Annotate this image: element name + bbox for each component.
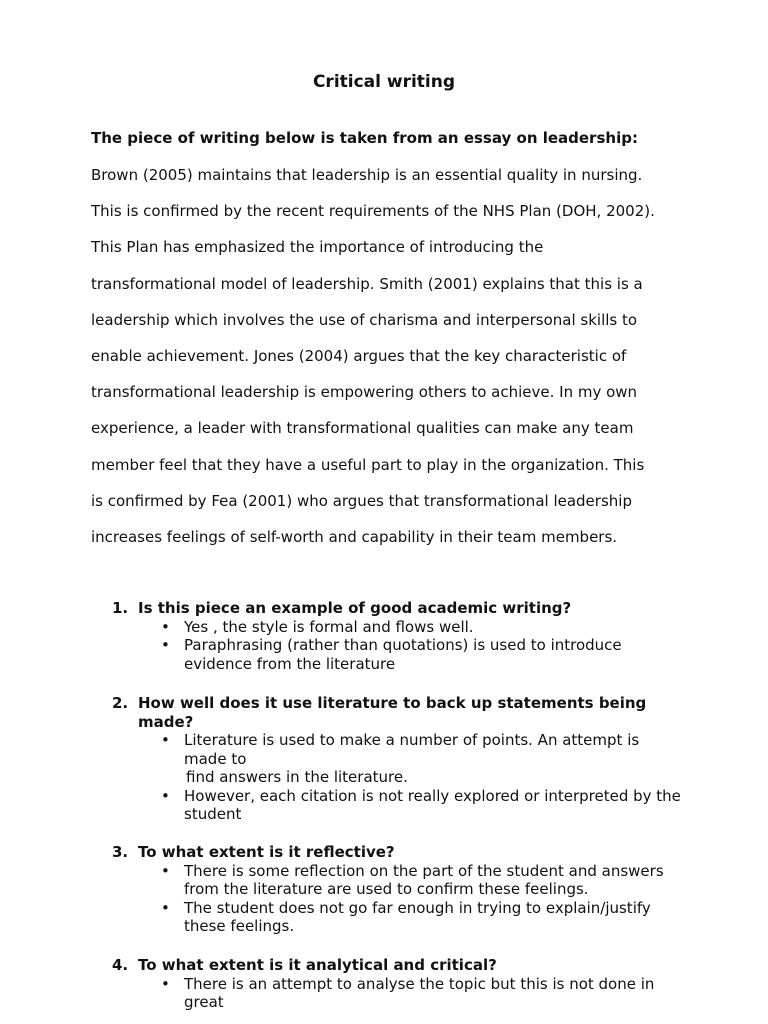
- question-text: Is this piece an example of good academic writing?: [138, 599, 572, 617]
- question-title: [112, 599, 682, 618]
- question-number: 1.: [112, 599, 129, 617]
- question-4: [112, 956, 682, 1012]
- question-number: 3.: [112, 843, 129, 861]
- bullet-icon: •: [161, 861, 170, 880]
- question-number: 2.: [112, 694, 129, 712]
- answer-item: • The student does not go far enough in trying to explain/justify these feelings.: [161, 898, 651, 935]
- essay-line: transformational model of leadership. Smith (2001) explains that this is a: [91, 274, 643, 293]
- question-text: To what extent is it analytical and critical?: [138, 956, 497, 974]
- essay-line: This Plan has emphasized the importance of introducing the: [91, 238, 544, 257]
- essay-line: leadership which involves the use of charisma and interpersonal skills to: [91, 310, 638, 329]
- bullet-icon: •: [161, 974, 170, 993]
- answer-list: [112, 975, 682, 1012]
- bullet-icon: •: [161, 731, 170, 749]
- answer-item: • Literature is used to make a number of points. An attempt is made to: [161, 731, 640, 768]
- answer-list: [112, 618, 682, 674]
- question-text: To what extent is it reflective?: [138, 843, 395, 861]
- answer-continuation: find answers in the literature.: [186, 768, 408, 786]
- essay-line: transformational leadership is empowering others to achieve. In my own: [91, 383, 638, 402]
- question-1: [112, 599, 682, 673]
- question-3: [112, 843, 682, 936]
- answer-item: • Paraphrasing (rather than quotations) is used to introduce evidence from the literature: [161, 636, 622, 673]
- question-title: [112, 694, 682, 731]
- essay-line: Brown (2005) maintains that leadership is an essential quality in nursing.: [91, 166, 643, 184]
- answer-list: [112, 731, 682, 824]
- bullet-icon: •: [161, 636, 170, 654]
- bullet-icon: •: [161, 617, 170, 636]
- answer-item: • There is an attempt to analyse the topic but this is not done in great: [161, 974, 655, 1011]
- essay-line: increases feelings of self-worth and capability in their team members.: [91, 527, 618, 546]
- essay-line: experience, a leader with transformational qualities can make any team: [91, 419, 634, 438]
- document-title: Critical writing: [312, 72, 456, 92]
- answer-list: [112, 862, 682, 936]
- intro-heading: The piece of writing below is taken from an essay on leadership:: [91, 129, 638, 147]
- essay-excerpt: [91, 157, 691, 555]
- bullet-icon: •: [161, 786, 170, 805]
- essay-line: This is confirmed by the recent requirements of the NHS Plan (DOH, 2002).: [91, 202, 655, 221]
- question-title: [112, 956, 682, 975]
- essay-line: member feel that they have a useful part to play in the organization. This: [91, 455, 645, 474]
- question-text: How well does it use literature to back up statements being made?: [138, 694, 647, 731]
- question-2: [112, 694, 682, 824]
- question-number: 4.: [112, 956, 129, 974]
- essay-line: enable achievement. Jones (2004) argues that the key characteristic of: [91, 346, 627, 365]
- answer-item: • Yes , the style is formal and flows well.: [161, 617, 474, 636]
- answer-item: • There is some reflection on the part of the student and answers from the literature are used to confirm these feelings.: [161, 861, 664, 898]
- bullet-icon: •: [161, 898, 170, 917]
- essay-line: is confirmed by Fea (2001) who argues that transformational leadership: [91, 491, 632, 510]
- answer-item: • However, each citation is not really explored or interpreted by the student: [161, 786, 681, 823]
- question-title: [112, 843, 682, 862]
